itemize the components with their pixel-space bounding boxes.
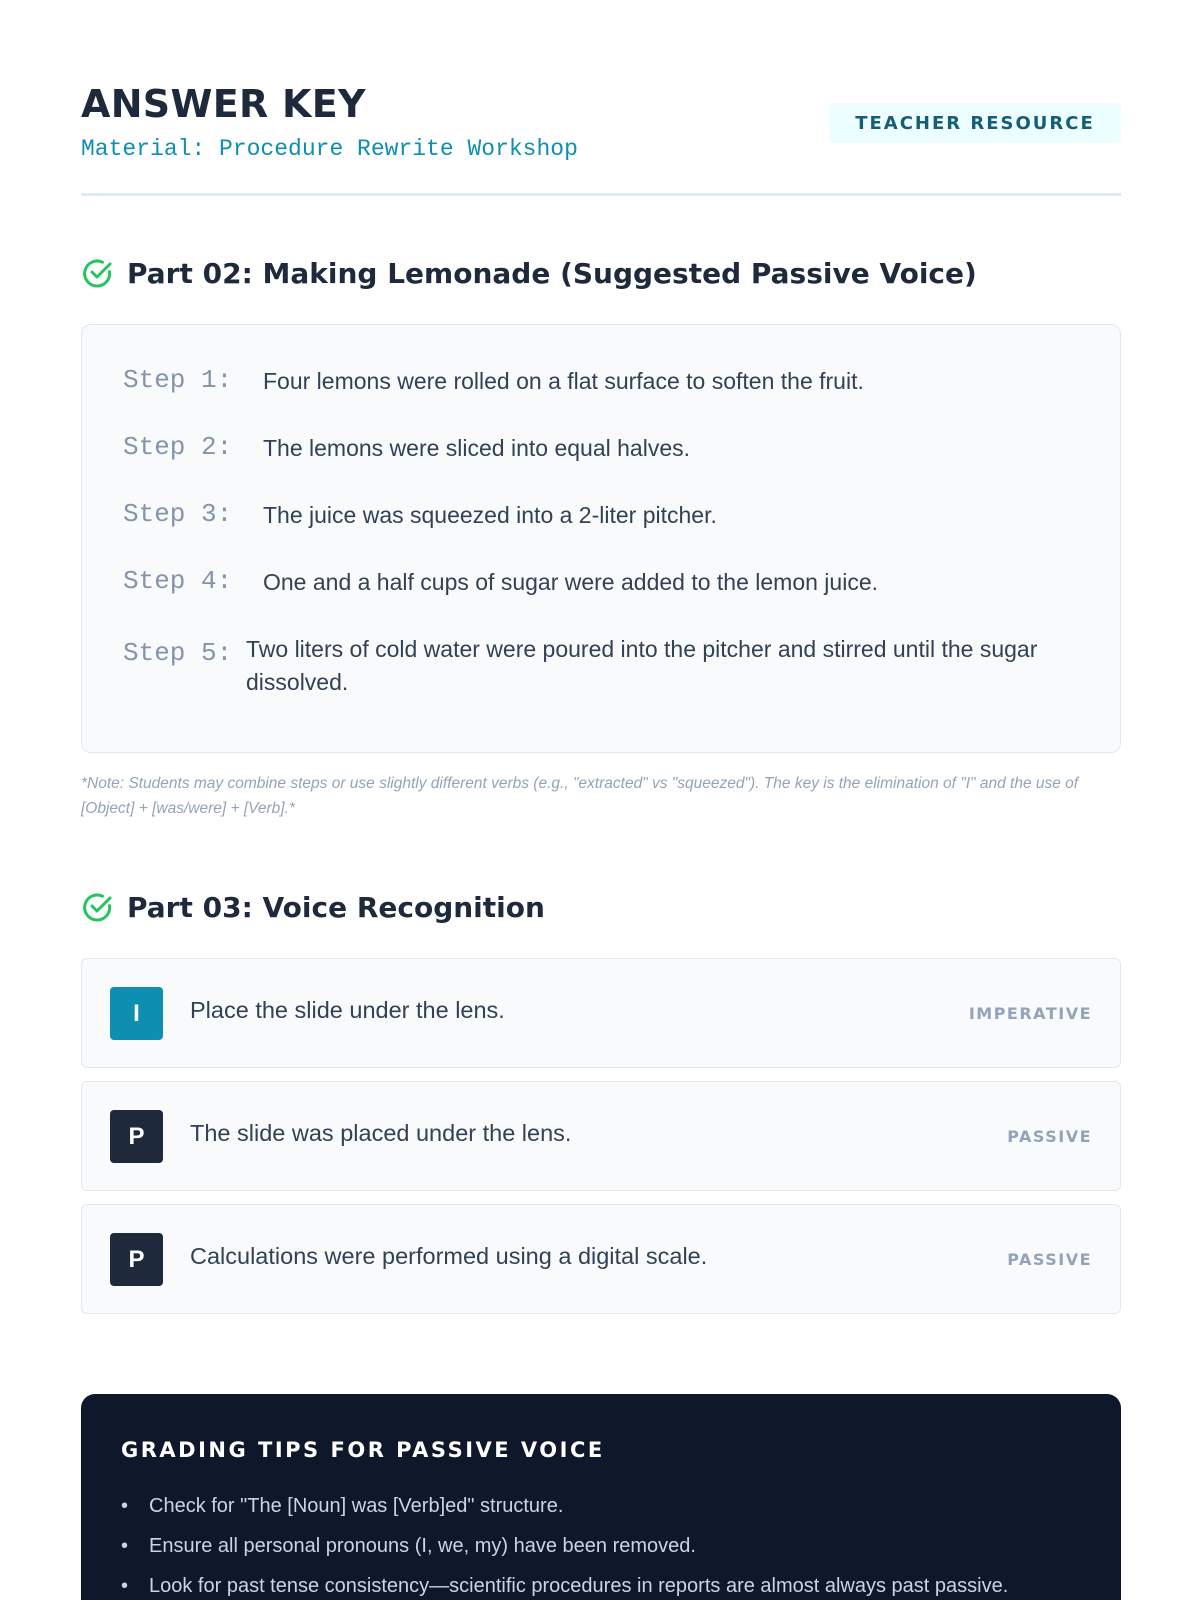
voice-letter-badge: I [110, 987, 163, 1040]
grading-tips-list [121, 1486, 1008, 1600]
header [81, 0, 1121, 196]
voice-type-label: PASSIVE [1007, 1127, 1092, 1146]
step-row [123, 365, 864, 398]
part-02-heading [81, 256, 977, 290]
voice-sentence: The slide was placed under the lens. [190, 1120, 572, 1146]
check-circle-icon [81, 890, 115, 924]
voice-item [81, 958, 1121, 1068]
page-title: ANSWER KEY [81, 82, 366, 126]
step-label: Step 3: [123, 499, 233, 529]
grading-tip-item: • Look for past tense consistency—scientific procedures in reports are almost always past passive. [121, 1566, 1008, 1600]
step-label: Step 1: [123, 365, 233, 395]
step-label: Step 2: [123, 432, 233, 462]
voice-item [81, 1204, 1121, 1314]
material-subtitle: Material: Procedure Rewrite Workshop [81, 136, 578, 162]
step-row [123, 633, 1083, 699]
answer-key-page [81, 0, 1121, 1597]
step-label: Step 5: [123, 638, 233, 668]
part-03-title: Part 03: Voice Recognition [127, 890, 545, 924]
step-row [123, 432, 690, 465]
part-03-heading [81, 890, 545, 924]
step-text: The lemons were sliced into equal halves. [263, 435, 691, 461]
teacher-resource-badge: TEACHER RESOURCE [829, 103, 1121, 143]
step-text: One and a half cups of sugar were added to the lemon juice. [263, 569, 879, 595]
grading-tip-item: • Ensure all personal pronouns (I, we, my) have been removed. [121, 1526, 1008, 1566]
step-text: Two liters of cold water were poured into the pitcher and stirred until the sugar dissolved. [246, 636, 1038, 695]
voice-letter-badge: P [110, 1233, 163, 1286]
voice-letter-badge: P [110, 1110, 163, 1163]
voice-type-label: PASSIVE [1007, 1250, 1092, 1269]
voice-type-label: IMPERATIVE [968, 1004, 1092, 1023]
step-label: Step 4: [123, 566, 233, 596]
step-text: Four lemons were rolled on a flat surface to soften the fruit. [263, 368, 864, 394]
grading-tip-item: • Check for "The [Noun] was [Verb]ed" structure. [121, 1486, 1008, 1526]
voice-item [81, 1081, 1121, 1191]
step-row [123, 499, 717, 532]
voice-sentence: Place the slide under the lens. [190, 997, 505, 1023]
grading-note: *Note: Students may combine steps or use slightly different verbs (e.g., "extracted" vs "squeezed"). The key is the elimination of "I" and the use of [Object] + [was/were] + [Verb].* [81, 775, 1079, 817]
steps-box [81, 324, 1121, 753]
step-text: The juice was squeezed into a 2-liter pitcher. [263, 502, 717, 528]
grading-tips-box [81, 1394, 1121, 1600]
voice-sentence: Calculations were performed using a digital scale. [190, 1243, 708, 1269]
check-circle-icon [81, 256, 115, 290]
grading-tips-title: GRADING TIPS FOR PASSIVE VOICE [121, 1438, 605, 1462]
part-02-title: Part 02: Making Lemonade (Suggested Passive Voice) [127, 256, 977, 290]
step-row [123, 566, 878, 599]
